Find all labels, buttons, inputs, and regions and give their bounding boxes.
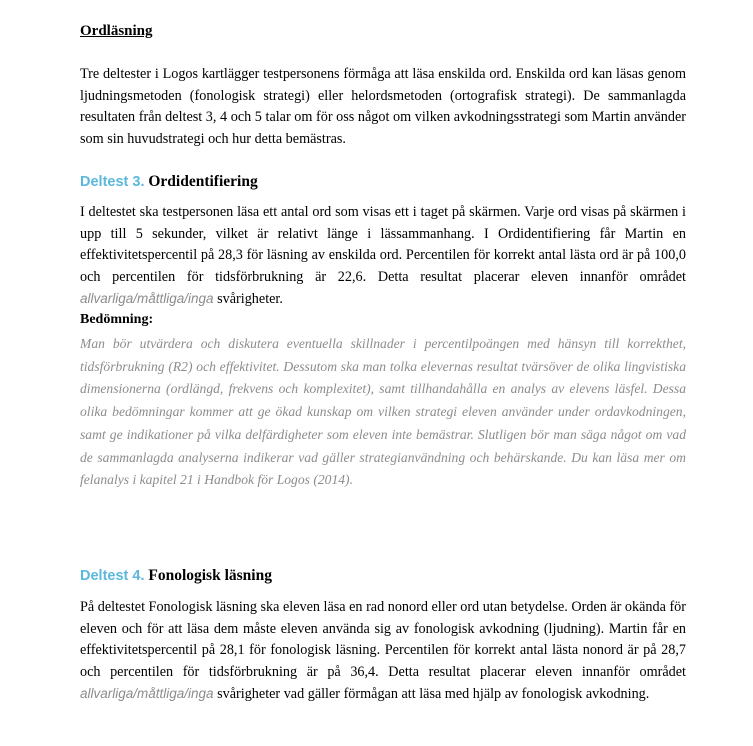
deltest3-name: Ordidentifiering — [148, 173, 258, 190]
deltest3-text-end: svårigheter. — [213, 291, 283, 307]
deltest3-text: I deltestet ska testpersonen läsa ett antal ord som visas ett i taget på skärmen. Varje ord visas på skärmen i upp till 5 sekunder, vilket är relativt länge i lässammanhang. I Ordidentifiering får Martin en effektivitetspercentil på 28,3 för läsning av enskilda ord. Percentilen för korrekt antal lästa ord är på 100,0 och percentilen för tidsförbrukning är 22,6. Detta resultat placerar eleven innanför området — [80, 204, 686, 285]
deltest3-placeholder: allvarliga/måttliga/inga — [80, 291, 214, 306]
deltest3-paragraph — [80, 202, 686, 311]
assessment-guidance: Man bör utvärdera och diskutera eventuella skillnader i percentilpoängen med hänsyn till korrekthet, tidsförbrukning (R2) och effektivitet. Dessutom ska man tolka elevernas resultat tvärsöver de olika lingvistiska dimensionerna (ordlängd, frekvens och komplexitet), samt tillhandahålla en analys av elevens läsfel. Dessa olika bedömningar kommer att ge ökad kunskap om vilken strategi eleven använder under ordavkodningen, samt ge indikationer på vilka delfärdigheter som eleven inte bemästrar. Slutligen bör man säga något om vad de sammanlagda analyserna indikerar vad gäller strategianvändning och behärskande. Du kan läsa mer om felanalys i kapitel 21 i Handbok för Logos (2014). — [80, 336, 686, 488]
intro-paragraph: Tre deltester i Logos kartlägger testpersonens förmåga att läsa enskilda ord. Enskilda ord kan läsas genom ljudningsmetoden (fonologisk strategi) eller helordsmetoden (ortografisk strategi). De sammanlagda resultaten från deltest 3, 4 och 5 talar om för oss något om vilken avkodningsstrategi som Martin använder som sin huvudstrategi och hur detta bemästras. — [80, 66, 686, 147]
deltest4-name: Fonologisk läsning — [148, 567, 272, 584]
deltest4-text: På deltestet Fonologisk läsning ska eleven läsa en rad nonord eller ord utan betydelse. Orden är okända för eleven och för att läsa dem måste eleven använda sig av fonologisk avkodning (ljudning). Martin får en effektivitetspercentil på 28,1 för fonologisk läsning. Percentilen för korrekt antal lästa nonord är på 28,7 och percentilen för tidsförbrukning är på 36,4. Detta resultat placerar eleven innanför området — [80, 599, 686, 680]
deltest4-paragraph — [80, 597, 686, 706]
deltest4-placeholder: allvarliga/måttliga/inga — [80, 686, 214, 701]
deltest4-prefix: Deltest 4. — [80, 568, 145, 584]
section-title: Ordläsning — [80, 23, 153, 39]
assessment-label: Bedömning: — [80, 312, 154, 327]
deltest3-prefix: Deltest 3. — [80, 174, 145, 190]
deltest4-heading — [80, 567, 272, 585]
deltest3-heading — [80, 173, 258, 191]
deltest4-text-end: svårigheter vad gäller förmågan att läsa med hjälp av fonologisk avkodning. — [213, 686, 650, 702]
